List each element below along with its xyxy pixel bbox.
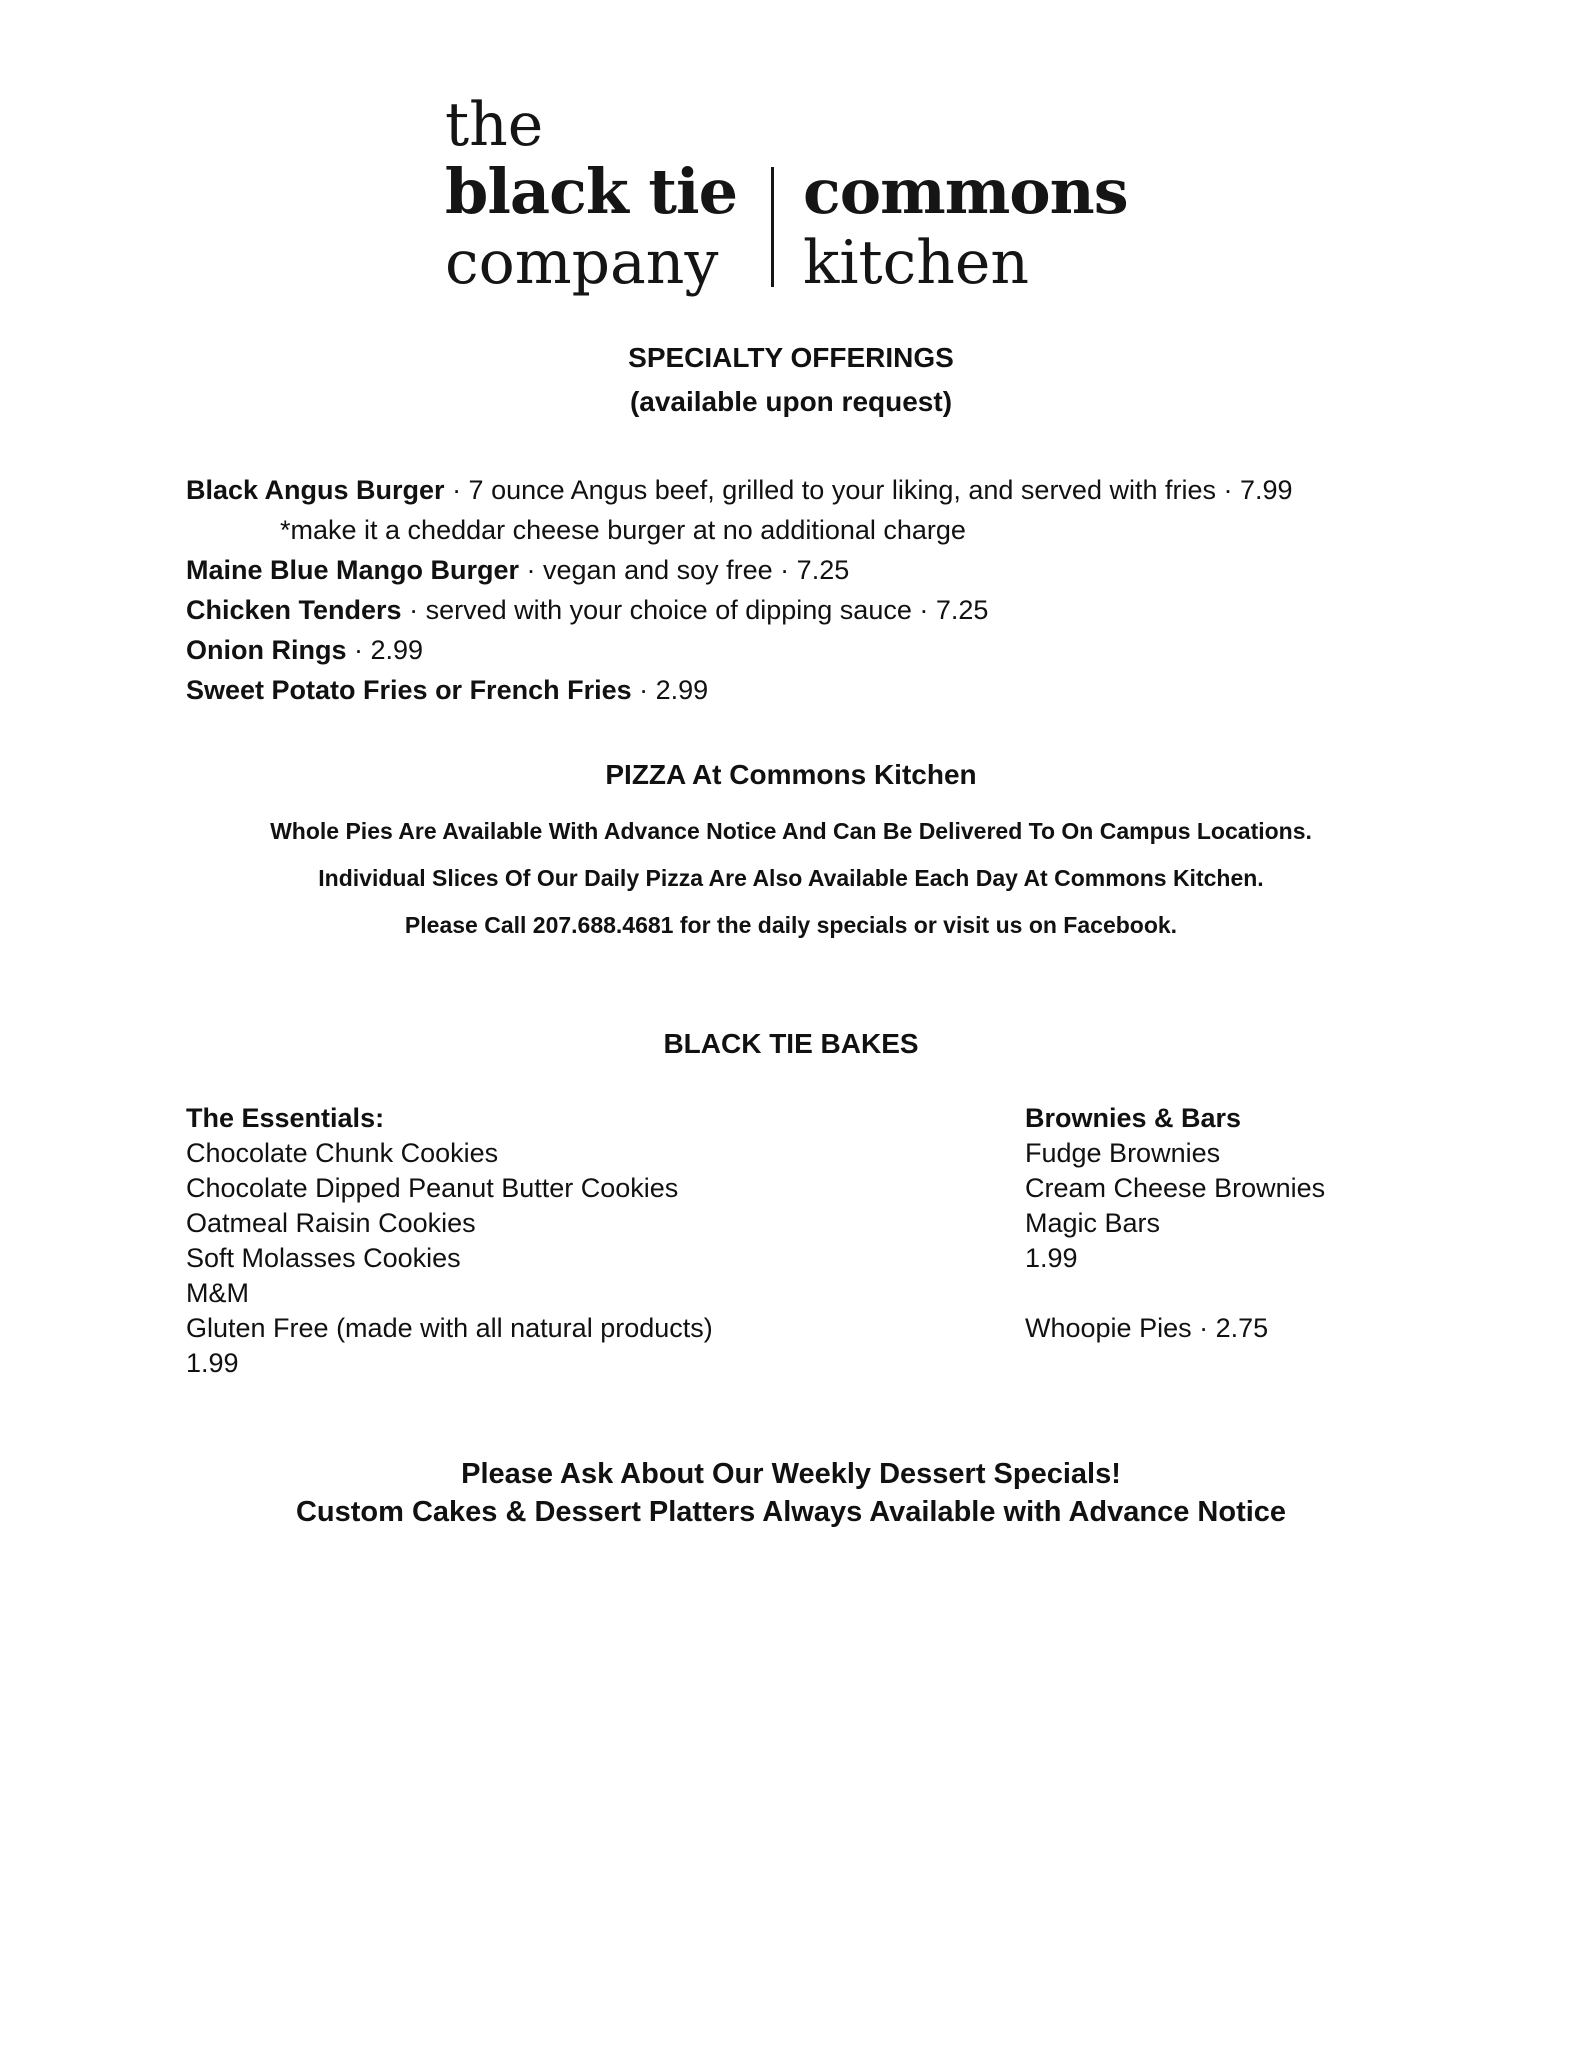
pizza-note-contact: Please Call 207.688.4681 for the daily specials or visit us on Facebook. <box>404 912 1178 938</box>
brownies-price: 1.99 <box>1025 1243 1078 1273</box>
dessert-specials-footer <box>0 1455 1582 1531</box>
menu-item-name: Chicken Tenders <box>186 595 402 625</box>
menu-item-onion-rings <box>186 630 1386 670</box>
list-item: Oatmeal Raisin Cookies <box>186 1208 476 1238</box>
bakes-title: BLACK TIE BAKES <box>663 1028 919 1059</box>
essentials-heading: The Essentials: <box>186 1103 385 1133</box>
menu-item-name: Black Angus Burger <box>186 475 445 505</box>
list-item: Chocolate Dipped Peanut Butter Cookies <box>186 1173 679 1203</box>
brownies-heading: Brownies & Bars <box>1025 1103 1242 1133</box>
spacer <box>1025 1276 1325 1311</box>
company-logo <box>445 90 1145 305</box>
menu-item-note: *make it a cheddar cheese burger at no additional charge <box>280 515 966 545</box>
list-item: Chocolate Chunk Cookies <box>186 1138 499 1168</box>
logo-divider <box>771 167 774 287</box>
menu-item-chicken-tenders <box>186 590 1386 630</box>
menu-item-description: · 2.99 <box>631 675 709 705</box>
specialty-subtitle: (available upon request) <box>629 386 953 417</box>
pizza-note-whole-pies: Whole Pies Are Available With Advance Notice And Can Be Delivered To On Campus Locations. <box>270 818 1312 844</box>
list-item: Fudge Brownies <box>1025 1138 1221 1168</box>
menu-item-description: · vegan and soy free · 7.25 <box>519 555 850 585</box>
specialty-item-list <box>186 470 1386 710</box>
essentials-column <box>186 1101 713 1381</box>
brownies-column <box>1025 1101 1325 1346</box>
menu-item-black-angus-burger <box>186 470 1386 510</box>
menu-item-name: Sweet Potato Fries or French Fries <box>186 675 632 705</box>
specialty-title: SPECIALTY OFFERINGS <box>628 342 954 373</box>
logo-word-company: company <box>445 228 719 298</box>
list-item: M&M <box>186 1278 249 1308</box>
menu-item-maine-blue-mango-burger <box>186 550 1386 590</box>
menu-item-name: Maine Blue Mango Burger <box>186 555 520 585</box>
menu-item-description: · 7 ounce Angus beef, grilled to your liking, and served with fries · 7.99 <box>444 475 1293 505</box>
logo-word-black-tie: black tie <box>445 155 738 228</box>
footer-line-weekly-specials: Please Ask About Our Weekly Dessert Specials! <box>461 1458 1121 1490</box>
list-item: Gluten Free (made with all natural products) <box>186 1313 713 1343</box>
list-item: Magic Bars <box>1025 1208 1161 1238</box>
logo-word-kitchen: kitchen <box>803 228 1030 298</box>
menu-item-name: Onion Rings <box>186 635 347 665</box>
menu-item-fries <box>186 670 1386 710</box>
pizza-title: PIZZA At Commons Kitchen <box>605 759 977 790</box>
essentials-price: 1.99 <box>186 1348 239 1378</box>
footer-line-custom-cakes: Custom Cakes & Dessert Platters Always Available with Advance Notice <box>295 1496 1287 1528</box>
menu-item-description: · 2.99 <box>346 635 424 665</box>
list-item: Cream Cheese Brownies <box>1025 1173 1326 1203</box>
menu-item-description: · served with your choice of dipping sauce · 7.25 <box>401 595 989 625</box>
logo-word-the: the <box>445 90 544 160</box>
list-item: Soft Molasses Cookies <box>186 1243 461 1273</box>
whoopie-pies-item: Whoopie Pies · 2.75 <box>1025 1313 1269 1343</box>
pizza-note-slices: Individual Slices Of Our Daily Pizza Are Also Available Each Day At Commons Kitchen. <box>318 865 1264 891</box>
logo-word-commons: commons <box>803 155 1128 228</box>
